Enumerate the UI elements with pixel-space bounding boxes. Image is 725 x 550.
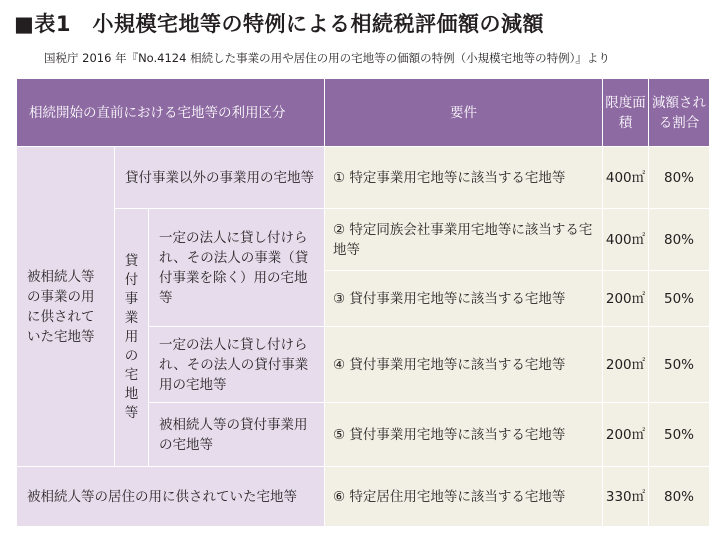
header-category: 相続開始の直前における宅地等の利用区分 bbox=[17, 79, 325, 147]
rate-cell: 80% bbox=[649, 209, 710, 271]
table-row bbox=[17, 147, 710, 209]
header-reduction: 減額される割合 bbox=[649, 79, 710, 147]
rate-cell: 80% bbox=[649, 147, 710, 209]
category-cell: 貸付事業以外の事業用の宅地等 bbox=[115, 147, 325, 209]
requirement-cell: ④ 貸付事業用宅地等に該当する宅地等 bbox=[325, 327, 603, 403]
category-cell: 一定の法人に貸し付けられ、その法人の貸付事業用の宅地等 bbox=[149, 327, 325, 403]
requirement-cell: ⑤ 貸付事業用宅地等に該当する宅地等 bbox=[325, 403, 603, 467]
category-cell: 被相続人等の居住の用に供されていた宅地等 bbox=[17, 467, 325, 527]
requirement-cell: ① 特定事業用宅地等に該当する宅地等 bbox=[325, 147, 603, 209]
requirement-cell: ② 特定同族会社事業用宅地等に該当する宅地等 bbox=[325, 209, 603, 271]
category-cell: 被相続人等の貸付事業用の宅地等 bbox=[149, 403, 325, 467]
requirement-cell: ③ 貸付事業用宅地等に該当する宅地等 bbox=[325, 271, 603, 327]
rate-cell: 50% bbox=[649, 271, 710, 327]
source-note: 国税庁 2016 年『No.4124 相続した事業の用や居住の用の宅地等の価額の特例（小規模宅地等の特例）』より bbox=[44, 51, 610, 65]
table-row bbox=[17, 467, 710, 527]
header-limit-area: 限度面積 bbox=[603, 79, 649, 147]
group-label: 被相続人等の事業の用に供されていた宅地等 bbox=[17, 147, 115, 467]
area-cell: 330㎡ bbox=[603, 467, 649, 527]
table-header-row bbox=[17, 79, 710, 147]
loan-label bbox=[115, 209, 149, 467]
reduction-table bbox=[16, 78, 710, 527]
page-title: ■表1 小規模宅地等の特例による相続税評価額の減額 bbox=[14, 12, 544, 36]
header-requirement: 要件 bbox=[325, 79, 603, 147]
area-cell: 200㎡ bbox=[603, 403, 649, 467]
rate-cell: 50% bbox=[649, 327, 710, 403]
area-cell: 400㎡ bbox=[603, 209, 649, 271]
area-cell: 200㎡ bbox=[603, 327, 649, 403]
area-cell: 400㎡ bbox=[603, 147, 649, 209]
category-cell: 一定の法人に貸し付けられ、その法人の事業（貸付事業を除く）用の宅地等 bbox=[149, 209, 325, 327]
rate-cell: 50% bbox=[649, 403, 710, 467]
loan-label-text: 貸 付 事 業 用 の 宅 地 等 bbox=[124, 253, 139, 421]
table-row bbox=[17, 209, 710, 271]
requirement-cell: ⑥ 特定居住用宅地等に該当する宅地等 bbox=[325, 467, 603, 527]
rate-cell: 80% bbox=[649, 467, 710, 527]
area-cell: 200㎡ bbox=[603, 271, 649, 327]
